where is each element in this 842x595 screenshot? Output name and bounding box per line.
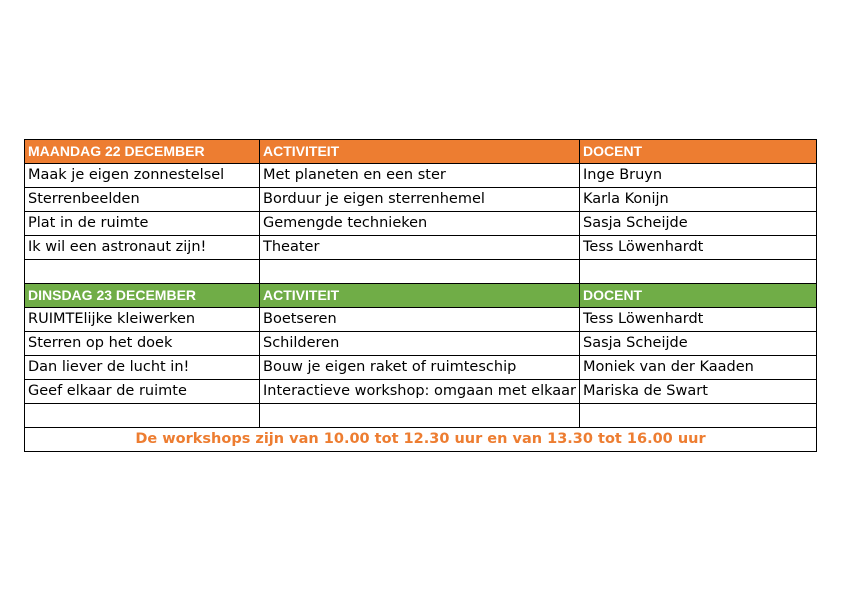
workshop-hours-note: De workshops zijn van 10.00 tot 12.30 uur en van 13.30 tot 16.00 uur — [25, 428, 817, 452]
workshop-activity: Borduur je eigen sterrenhemel — [260, 188, 580, 212]
workshop-activity: Gemengde technieken — [260, 212, 580, 236]
workshop-teacher: Tess Löwenhardt — [580, 308, 817, 332]
empty-cell — [580, 260, 817, 284]
header-row-monday — [25, 140, 817, 164]
workshop-teacher: Sasja Scheijde — [580, 332, 817, 356]
header-day: MAANDAG 22 DECEMBER — [25, 140, 260, 164]
workshop-teacher: Tess Löwenhardt — [580, 236, 817, 260]
workshop-title: Sterren op het doek — [25, 332, 260, 356]
workshop-title: Maak je eigen zonnestelsel — [25, 164, 260, 188]
workshop-activity: Boetseren — [260, 308, 580, 332]
header-teacher: DOCENT — [580, 140, 817, 164]
workshop-teacher: Mariska de Swart — [580, 380, 817, 404]
empty-cell — [25, 404, 260, 428]
header-row-tuesday — [25, 284, 817, 308]
table-row — [25, 212, 817, 236]
workshop-activity: Theater — [260, 236, 580, 260]
workshop-teacher: Inge Bruyn — [580, 164, 817, 188]
workshop-title: Ik wil een astronaut zijn! — [25, 236, 260, 260]
empty-cell — [260, 260, 580, 284]
table-row — [25, 188, 817, 212]
workshop-title: Dan liever de lucht in! — [25, 356, 260, 380]
workshop-teacher: Sasja Scheijde — [580, 212, 817, 236]
table-row — [25, 236, 817, 260]
table-row — [25, 356, 817, 380]
spacer-row — [25, 260, 817, 284]
table-row — [25, 332, 817, 356]
empty-cell — [580, 404, 817, 428]
header-day: DINSDAG 23 DECEMBER — [25, 284, 260, 308]
workshop-title: RUIMTElijke kleiwerken — [25, 308, 260, 332]
workshop-teacher: Karla Konijn — [580, 188, 817, 212]
header-teacher: DOCENT — [580, 284, 817, 308]
header-activity: ACTIVITEIT — [260, 140, 580, 164]
workshop-activity: Interactieve workshop: omgaan met elkaar — [260, 380, 580, 404]
empty-cell — [260, 404, 580, 428]
workshop-title: Sterrenbeelden — [25, 188, 260, 212]
workshop-activity: Schilderen — [260, 332, 580, 356]
header-activity: ACTIVITEIT — [260, 284, 580, 308]
workshop-title: Plat in de ruimte — [25, 212, 260, 236]
workshop-activity: Met planeten en een ster — [260, 164, 580, 188]
workshop-schedule-table — [24, 139, 817, 452]
spacer-row — [25, 404, 817, 428]
workshop-title: Geef elkaar de ruimte — [25, 380, 260, 404]
table-row — [25, 380, 817, 404]
empty-cell — [25, 260, 260, 284]
footer-row — [25, 428, 817, 452]
table-row — [25, 164, 817, 188]
table-row — [25, 308, 817, 332]
workshop-teacher: Moniek van der Kaaden — [580, 356, 817, 380]
workshop-activity: Bouw je eigen raket of ruimteschip — [260, 356, 580, 380]
